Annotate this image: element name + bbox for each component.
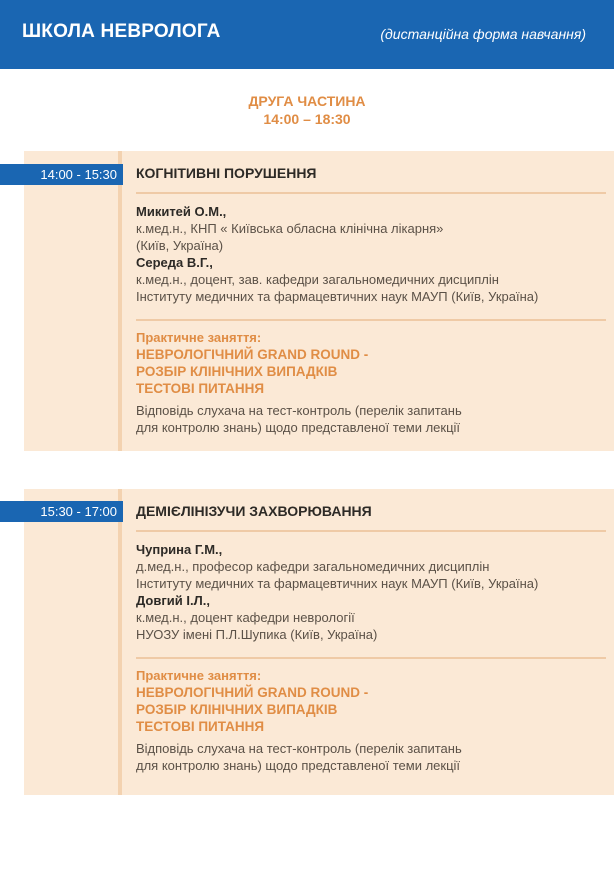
speaker-desc-line: Інституту медичних та фармацевтичних наук МАУП (Київ, Україна)	[136, 289, 539, 304]
speaker-desc-line: к.мед.н., доцент кафедри неврології	[136, 610, 355, 625]
speaker-name: Чуприна Г.М.,	[136, 542, 223, 557]
speaker-name: Довгий І.Л.,	[136, 593, 210, 608]
speaker-desc-line: к.мед.н., доцент, зав. кафедри загальномедичних дисциплін	[136, 272, 499, 287]
speaker-desc-line: к.мед.н., КНП « Київська обласна клінічна лікарня»	[136, 221, 444, 236]
practice-desc-line: Відповідь слухача на тест-контроль (перелік запитань	[136, 403, 462, 418]
title-divider	[136, 192, 606, 194]
practice-divider	[136, 657, 606, 659]
part-title: ДРУГА ЧАСТИНА	[248, 93, 366, 109]
practice-topic-line: НЕВРОЛОГІЧНИЙ GRAND ROUND -	[136, 685, 369, 700]
session-title: КОГНІТИВНІ ПОРУШЕННЯ	[136, 165, 317, 181]
speaker-name: Микитей О.М.,	[136, 204, 227, 219]
practice-divider	[136, 319, 606, 321]
page-header	[0, 0, 614, 69]
practice-topic-line: РОЗБІР КЛІНІЧНИХ ВИПАДКІВ	[136, 364, 338, 379]
practice-label: Практичне заняття:	[136, 668, 262, 683]
practice-block	[136, 329, 462, 436]
practice-desc-line: для контролю знань) щодо представленої теми лекції	[136, 420, 461, 435]
practice-label: Практичне заняття:	[136, 330, 262, 345]
school-title: ШКОЛА НЕВРОЛОГА	[22, 21, 221, 42]
session-card	[24, 489, 614, 795]
part-time: 14:00 – 18:30	[263, 111, 351, 127]
speaker-desc-line: Інституту медичних та фармацевтичних наук МАУП (Київ, Україна)	[136, 576, 539, 591]
practice-topic-line: ТЕСТОВІ ПИТАННЯ	[136, 381, 265, 396]
session-divider-line	[118, 151, 122, 451]
title-divider	[136, 530, 606, 532]
session-divider-line	[118, 489, 122, 795]
practice-block	[136, 667, 462, 774]
practice-topic-line: НЕВРОЛОГІЧНИЙ GRAND ROUND -	[136, 347, 369, 362]
session-time-badge: 15:30 - 17:00	[0, 501, 123, 522]
education-form-subtitle: (дистанційна форма навчання)	[380, 26, 586, 42]
practice-desc-line: для контролю знань) щодо представленої теми лекції	[136, 758, 461, 773]
practice-desc-line: Відповідь слухача на тест-контроль (перелік запитань	[136, 741, 462, 756]
speaker-desc-line: (Київ, Україна)	[136, 238, 224, 253]
practice-topic-line: ТЕСТОВІ ПИТАННЯ	[136, 719, 265, 734]
speaker-desc-line: д.мед.н., професор кафедри загальномедичних дисциплін	[136, 559, 490, 574]
speakers-list	[136, 203, 538, 305]
practice-description	[136, 740, 462, 774]
practice-description	[136, 402, 462, 436]
speaker-name: Середа В.Г.,	[136, 255, 213, 270]
practice-topic-line: РОЗБІР КЛІНІЧНИХ ВИПАДКІВ	[136, 702, 338, 717]
speakers-list	[136, 541, 538, 643]
session-card	[24, 151, 614, 451]
session-title: ДЕМІЄЛІНІЗУЧИ ЗАХВОРЮВАННЯ	[136, 503, 372, 519]
session-time-badge: 14:00 - 15:30	[0, 164, 123, 185]
speaker-desc-line: НУОЗУ імені П.Л.Шупика (Київ, Україна)	[136, 627, 378, 642]
